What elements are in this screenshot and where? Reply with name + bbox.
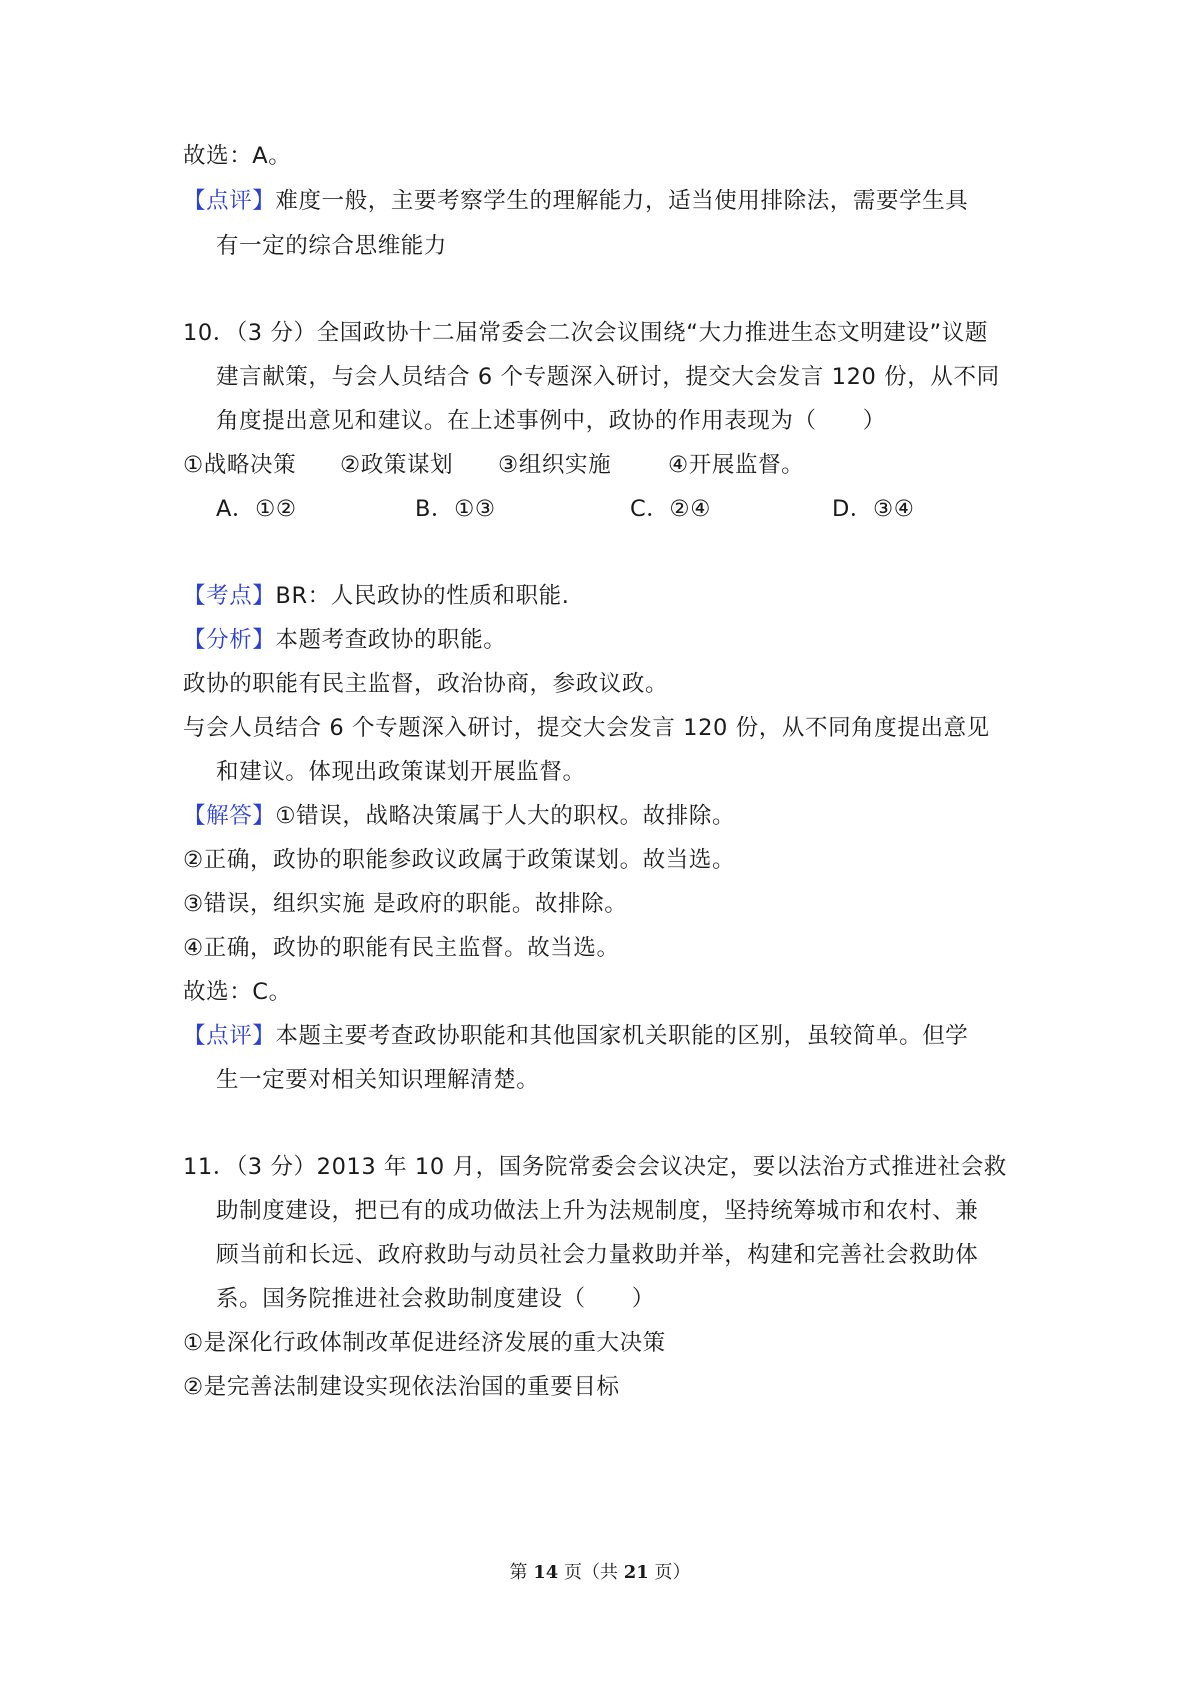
q10-option-b: B．①③ — [415, 496, 496, 522]
q11-stem-line1: 11．（3 分）2013 年 10 月，国务院常委会会议决定，要以法治方式推进社会救 — [183, 1154, 1007, 1180]
page-number: 14 — [533, 1562, 559, 1583]
q10-fenxi: 【分析】本题考查政协的职能。 — [183, 627, 507, 653]
q10-number: 10． — [183, 320, 236, 346]
q10-final-answer: 故选：C。 — [183, 979, 292, 1005]
q10-item-4: ④开展监督。 — [668, 452, 805, 478]
q11-item-1: ①是深化行政体制改革促进经济发展的重大决策 — [183, 1330, 666, 1356]
prev-answer: 故选：A。 — [183, 143, 292, 169]
q10-stem-line2: 建言献策，与会人员结合 6 个专题深入研讨，提交大会发言 120 份，从不同 — [216, 364, 1000, 390]
comment-tag: 【点评】 — [183, 188, 276, 214]
q10-item-3: ③组织实施 — [498, 452, 612, 478]
q11-number: 11． — [183, 1154, 236, 1180]
kaodian-tag: 【考点】 — [183, 583, 276, 609]
q10-analysis-line3: 和建议。体现出政策谋划开展监督。 — [216, 759, 586, 785]
q10-items — [183, 450, 943, 480]
comment-tag: 【点评】 — [183, 1023, 276, 1049]
q10-option-d: D．③④ — [832, 496, 915, 522]
q10-answer-line3: ③错误，组织实施 是政府的职能。故排除。 — [183, 891, 628, 917]
jieda-tag: 【解答】 — [183, 803, 276, 829]
q10-comment-cont: 生一定要对相关知识理解清楚。 — [216, 1067, 540, 1093]
q10-options — [216, 494, 956, 524]
q10-analysis-line2: 与会人员结合 6 个专题深入研讨，提交大会发言 120 份，从不同角度提出意见 — [183, 715, 990, 741]
fenxi-tag: 【分析】 — [183, 627, 276, 653]
q10-item-1: ①战略决策 — [183, 452, 297, 478]
q10-stem-line3: 角度提出意见和建议。在上述事例中，政协的作用表现为（ ） — [216, 408, 886, 434]
q10-answer-line2: ②正确，政协的职能参政议政属于政策谋划。故当选。 — [183, 847, 736, 873]
page-footer: 第 14 页（共 21 页） — [509, 1562, 691, 1583]
q11-stem-line2: 助制度建设，把已有的成功做法上升为法规制度，坚持统筹城市和农村、兼 — [216, 1198, 979, 1224]
q11-stem-line3: 顾当前和长远、政府救助与动员社会力量救助并举，构建和完善社会救助体 — [216, 1242, 979, 1268]
q10-jieda: 【解答】①错误，战略决策属于人大的职权。故排除。 — [183, 803, 736, 829]
q10-kaodian: 【考点】BR：人民政协的性质和职能. — [183, 583, 570, 609]
q10-option-c: C．②④ — [630, 496, 711, 522]
q10-item-2: ②政策谋划 — [340, 452, 454, 478]
q10-analysis-line1: 政协的职能有民主监督，政治协商，参政议政。 — [183, 671, 669, 697]
page-total: 21 — [623, 1562, 649, 1583]
q10-comment: 【点评】本题主要考查政协职能和其他国家机关职能的区别，虽较简单。但学 — [183, 1023, 969, 1049]
prev-comment-cont: 有一定的综合思维能力 — [216, 233, 448, 259]
q10-stem-line1: 10．（3 分）全国政协十二届常委会二次会议围绕“大力推进生态文明建设”议题 — [183, 320, 988, 346]
q11-item-2: ②是完善法制建设实现依法治国的重要目标 — [183, 1374, 620, 1400]
prev-comment — [183, 186, 968, 216]
q10-option-a: A．①② — [216, 496, 297, 522]
comment-text: 难度一般，主要考察学生的理解能力，适当使用排除法，需要学生具 — [275, 188, 969, 214]
q11-stem-line4: 系。国务院推进社会救助制度建设（ ） — [216, 1286, 655, 1312]
q10-answer-line4: ④正确，政协的职能有民主监督。故当选。 — [183, 935, 620, 961]
